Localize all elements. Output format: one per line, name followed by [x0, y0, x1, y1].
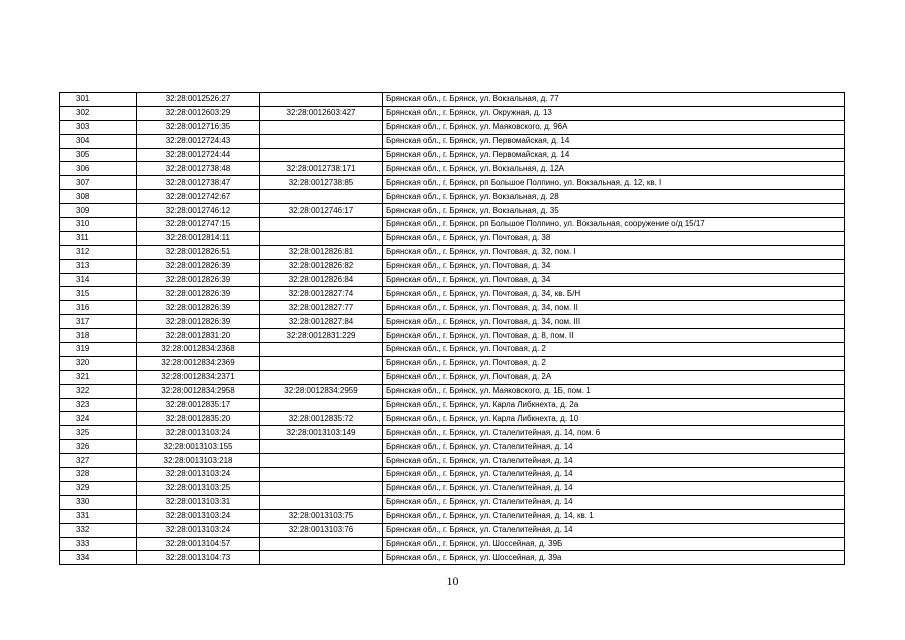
- cadastral-number-cell: 32:28:0012826:51: [137, 245, 260, 259]
- related-cadastral-number-cell: 32:28:0012746:17: [260, 204, 383, 218]
- table-row: [60, 551, 845, 565]
- table-row: [60, 162, 845, 176]
- table-row: [60, 120, 845, 134]
- row-number-cell: 301: [60, 93, 137, 107]
- table-row: [60, 495, 845, 509]
- table-row: [60, 343, 845, 357]
- address-cell: Брянская обл., г. Брянск, ул. Почтовая, д. 2А: [383, 370, 845, 384]
- row-number-cell: 319: [60, 343, 137, 357]
- row-number-cell: 315: [60, 287, 137, 301]
- cadastral-number-cell: 32:28:0012834:2371: [137, 370, 260, 384]
- row-number-cell: 308: [60, 190, 137, 204]
- row-number-cell: 333: [60, 537, 137, 551]
- address-cell: Брянская обл., г. Брянск, ул. Сталелитейная, д. 14: [383, 454, 845, 468]
- related-cadastral-number-cell: [260, 481, 383, 495]
- row-number-cell: 318: [60, 329, 137, 343]
- address-cell: Брянская обл., г. Брянск, ул. Почтовая, д. 34, пом. II: [383, 301, 845, 315]
- cadastral-number-cell: 32:28:0013103:155: [137, 440, 260, 454]
- address-cell: Брянская обл., г. Брянск, рп Большое Полпино, ул. Вокзальная, сооружение о/д 15/17: [383, 218, 845, 232]
- address-cell: Брянская обл., г. Брянск, ул. Вокзальная, д. 77: [383, 93, 845, 107]
- cadastral-number-cell: 32:28:0013104:73: [137, 551, 260, 565]
- row-number-cell: 307: [60, 176, 137, 190]
- related-cadastral-number-cell: [260, 398, 383, 412]
- table-row: [60, 398, 845, 412]
- table-row: [60, 273, 845, 287]
- row-number-cell: 310: [60, 218, 137, 232]
- table-row: [60, 176, 845, 190]
- cadastral-number-cell: 32:28:0012738:48: [137, 162, 260, 176]
- cadastral-number-cell: 32:28:0012826:39: [137, 273, 260, 287]
- cadastral-number-cell: 32:28:0012724:44: [137, 148, 260, 162]
- address-cell: Брянская обл., г. Брянск, ул. Сталелитейная, д. 14: [383, 468, 845, 482]
- row-number-cell: 323: [60, 398, 137, 412]
- table-row: [60, 481, 845, 495]
- cadastral-number-cell: 32:28:0013103:24: [137, 509, 260, 523]
- address-cell: Брянская обл., г. Брянск, ул. Почтовая, д. 2: [383, 356, 845, 370]
- related-cadastral-number-cell: [260, 93, 383, 107]
- table-row: [60, 370, 845, 384]
- cadastral-number-cell: 32:28:0013103:31: [137, 495, 260, 509]
- cadastral-number-cell: 32:28:0012724:43: [137, 134, 260, 148]
- row-number-cell: 303: [60, 120, 137, 134]
- row-number-cell: 321: [60, 370, 137, 384]
- row-number-cell: 302: [60, 106, 137, 120]
- cadastral-number-cell: 32:28:0012746:12: [137, 204, 260, 218]
- address-cell: Брянская обл., г. Брянск, ул. Окружная, д. 13: [383, 106, 845, 120]
- row-number-cell: 316: [60, 301, 137, 315]
- address-cell: Брянская обл., г. Брянск, ул. Вокзальная, д. 12А: [383, 162, 845, 176]
- cadastral-number-cell: 32:28:0012526:27: [137, 93, 260, 107]
- related-cadastral-number-cell: [260, 468, 383, 482]
- address-cell: Брянская обл., г. Брянск, ул. Сталелитейная, д. 14, кв. 1: [383, 509, 845, 523]
- table-row: [60, 356, 845, 370]
- related-cadastral-number-cell: [260, 231, 383, 245]
- cadastral-number-cell: 32:28:0012834:2958: [137, 384, 260, 398]
- address-cell: Брянская обл., г. Брянск, ул. Маяковского, д. 96А: [383, 120, 845, 134]
- row-number-cell: 317: [60, 315, 137, 329]
- related-cadastral-number-cell: [260, 454, 383, 468]
- related-cadastral-number-cell: 32:28:0013103:76: [260, 523, 383, 537]
- address-cell: Брянская обл., г. Брянск, ул. Почтовая, д. 8, пом. II: [383, 329, 845, 343]
- row-number-cell: 313: [60, 259, 137, 273]
- related-cadastral-number-cell: [260, 343, 383, 357]
- related-cadastral-number-cell: [260, 495, 383, 509]
- address-cell: Брянская обл., г. Брянск, ул. Первомайская, д. 14: [383, 148, 845, 162]
- related-cadastral-number-cell: [260, 551, 383, 565]
- table-row: [60, 259, 845, 273]
- row-number-cell: 334: [60, 551, 137, 565]
- table-body: [60, 93, 845, 565]
- cadastral-number-cell: 32:28:0012826:39: [137, 259, 260, 273]
- table-row: [60, 537, 845, 551]
- table-row: [60, 245, 845, 259]
- cadastral-number-cell: 32:28:0012835:17: [137, 398, 260, 412]
- address-cell: Брянская обл., г. Брянск, ул. Вокзальная, д. 28: [383, 190, 845, 204]
- row-number-cell: 312: [60, 245, 137, 259]
- related-cadastral-number-cell: [260, 134, 383, 148]
- row-number-cell: 320: [60, 356, 137, 370]
- address-cell: Брянская обл., г. Брянск, ул. Почтовая, д. 2: [383, 343, 845, 357]
- related-cadastral-number-cell: 32:28:0012738:171: [260, 162, 383, 176]
- row-number-cell: 304: [60, 134, 137, 148]
- cadastral-number-cell: 32:28:0012834:2369: [137, 356, 260, 370]
- table-row: [60, 329, 845, 343]
- cadastral-number-cell: 32:28:0012826:39: [137, 301, 260, 315]
- cadastral-number-cell: 32:28:0012834:2368: [137, 343, 260, 357]
- row-number-cell: 324: [60, 412, 137, 426]
- address-cell: Брянская обл., г. Брянск, ул. Сталелитейная, д. 14, пом. 6: [383, 426, 845, 440]
- related-cadastral-number-cell: [260, 218, 383, 232]
- address-cell: Брянская обл., г. Брянск, ул. Шоссейная, д. 39Б: [383, 537, 845, 551]
- address-cell: Брянская обл., г. Брянск, ул. Почтовая, д. 34, кв. Б/Н: [383, 287, 845, 301]
- cadastral-number-cell: 32:28:0013103:218: [137, 454, 260, 468]
- row-number-cell: 322: [60, 384, 137, 398]
- cadastral-number-cell: 32:28:0012738:47: [137, 176, 260, 190]
- cadastral-number-cell: 32:28:0013103:24: [137, 468, 260, 482]
- table-row: [60, 384, 845, 398]
- cadastral-number-cell: 32:28:0012814:11: [137, 231, 260, 245]
- cadastral-number-cell: 32:28:0012747:15: [137, 218, 260, 232]
- related-cadastral-number-cell: 32:28:0012835:72: [260, 412, 383, 426]
- table-row: [60, 218, 845, 232]
- table-row: [60, 454, 845, 468]
- row-number-cell: 331: [60, 509, 137, 523]
- related-cadastral-number-cell: 32:28:0012827:74: [260, 287, 383, 301]
- related-cadastral-number-cell: 32:28:0012826:84: [260, 273, 383, 287]
- table-row: [60, 106, 845, 120]
- address-cell: Брянская обл., г. Брянск, ул. Сталелитейная, д. 14: [383, 440, 845, 454]
- cadastral-number-cell: 32:28:0012835:20: [137, 412, 260, 426]
- address-cell: Брянская обл., г. Брянск, ул. Сталелитейная, д. 14: [383, 523, 845, 537]
- address-cell: Брянская обл., г. Брянск, ул. Карла Либкнехта, д. 2а: [383, 398, 845, 412]
- cadastral-number-cell: 32:28:0012826:39: [137, 315, 260, 329]
- table-row: [60, 301, 845, 315]
- cadastral-number-cell: 32:28:0012603:29: [137, 106, 260, 120]
- table-row: [60, 148, 845, 162]
- table-row: [60, 231, 845, 245]
- related-cadastral-number-cell: 32:28:0012603:427: [260, 106, 383, 120]
- address-cell: Брянская обл., г. Брянск, ул. Почтовая, д. 32, пом. I: [383, 245, 845, 259]
- address-cell: Брянская обл., г. Брянск, ул. Карла Либкнехта, д. 10: [383, 412, 845, 426]
- table-row: [60, 204, 845, 218]
- related-cadastral-number-cell: [260, 370, 383, 384]
- table-row: [60, 509, 845, 523]
- cadastral-number-cell: 32:28:0013104:57: [137, 537, 260, 551]
- address-cell: Брянская обл., г. Брянск, ул. Шоссейная, д. 39а: [383, 551, 845, 565]
- related-cadastral-number-cell: [260, 190, 383, 204]
- cadastral-number-cell: 32:28:0012742:67: [137, 190, 260, 204]
- related-cadastral-number-cell: [260, 120, 383, 134]
- table-row: [60, 523, 845, 537]
- cadastral-number-cell: 32:28:0012826:39: [137, 287, 260, 301]
- cadastral-number-cell: 32:28:0013103:25: [137, 481, 260, 495]
- related-cadastral-number-cell: 32:28:0012827:77: [260, 301, 383, 315]
- table-row: [60, 134, 845, 148]
- related-cadastral-number-cell: 32:28:0012831:229: [260, 329, 383, 343]
- address-cell: Брянская обл., г. Брянск, ул. Почтовая, д. 34, пом. III: [383, 315, 845, 329]
- row-number-cell: 306: [60, 162, 137, 176]
- address-cell: Брянская обл., г. Брянск, ул. Первомайская, д. 14: [383, 134, 845, 148]
- row-number-cell: 309: [60, 204, 137, 218]
- row-number-cell: 311: [60, 231, 137, 245]
- property-registry-table: [59, 92, 845, 565]
- address-cell: Брянская обл., г. Брянск, ул. Маяковского, д. 1Б, пом. 1: [383, 384, 845, 398]
- row-number-cell: 332: [60, 523, 137, 537]
- page-number: 10: [446, 574, 459, 588]
- row-number-cell: 305: [60, 148, 137, 162]
- row-number-cell: 327: [60, 454, 137, 468]
- row-number-cell: 325: [60, 426, 137, 440]
- row-number-cell: 326: [60, 440, 137, 454]
- related-cadastral-number-cell: 32:28:0012826:82: [260, 259, 383, 273]
- table-row: [60, 287, 845, 301]
- related-cadastral-number-cell: [260, 537, 383, 551]
- related-cadastral-number-cell: 32:28:0012738:85: [260, 176, 383, 190]
- table-row: [60, 315, 845, 329]
- related-cadastral-number-cell: 32:28:0012834:2959: [260, 384, 383, 398]
- cadastral-number-cell: 32:28:0013103:24: [137, 523, 260, 537]
- related-cadastral-number-cell: 32:28:0012827:84: [260, 315, 383, 329]
- table-row: [60, 190, 845, 204]
- related-cadastral-number-cell: 32:28:0012826:81: [260, 245, 383, 259]
- cadastral-number-cell: 32:28:0012831:20: [137, 329, 260, 343]
- address-cell: Брянская обл., г. Брянск, ул. Вокзальная, д. 35: [383, 204, 845, 218]
- table-row: [60, 412, 845, 426]
- row-number-cell: 328: [60, 468, 137, 482]
- related-cadastral-number-cell: [260, 356, 383, 370]
- related-cadastral-number-cell: 32:28:0013103:75: [260, 509, 383, 523]
- row-number-cell: 329: [60, 481, 137, 495]
- row-number-cell: 314: [60, 273, 137, 287]
- table-row: [60, 468, 845, 482]
- table-row: [60, 426, 845, 440]
- row-number-cell: 330: [60, 495, 137, 509]
- cadastral-number-cell: 32:28:0012716:35: [137, 120, 260, 134]
- table-row: [60, 93, 845, 107]
- address-cell: Брянская обл., г. Брянск, ул. Почтовая, д. 34: [383, 259, 845, 273]
- address-cell: Брянская обл., г. Брянск, ул. Почтовая, д. 34: [383, 273, 845, 287]
- address-cell: Брянская обл., г. Брянск, ул. Сталелитейная, д. 14: [383, 481, 845, 495]
- related-cadastral-number-cell: [260, 148, 383, 162]
- address-cell: Брянская обл., г. Брянск, ул. Сталелитейная, д. 14: [383, 495, 845, 509]
- cadastral-number-cell: 32:28:0013103:24: [137, 426, 260, 440]
- address-cell: Брянская обл., г. Брянск, ул. Почтовая, д. 38: [383, 231, 845, 245]
- related-cadastral-number-cell: [260, 440, 383, 454]
- table-row: [60, 440, 845, 454]
- address-cell: Брянская обл., г. Брянск, рп Большое Полпино, ул. Вокзальная, д. 12, кв. I: [383, 176, 845, 190]
- related-cadastral-number-cell: 32:28:0013103:149: [260, 426, 383, 440]
